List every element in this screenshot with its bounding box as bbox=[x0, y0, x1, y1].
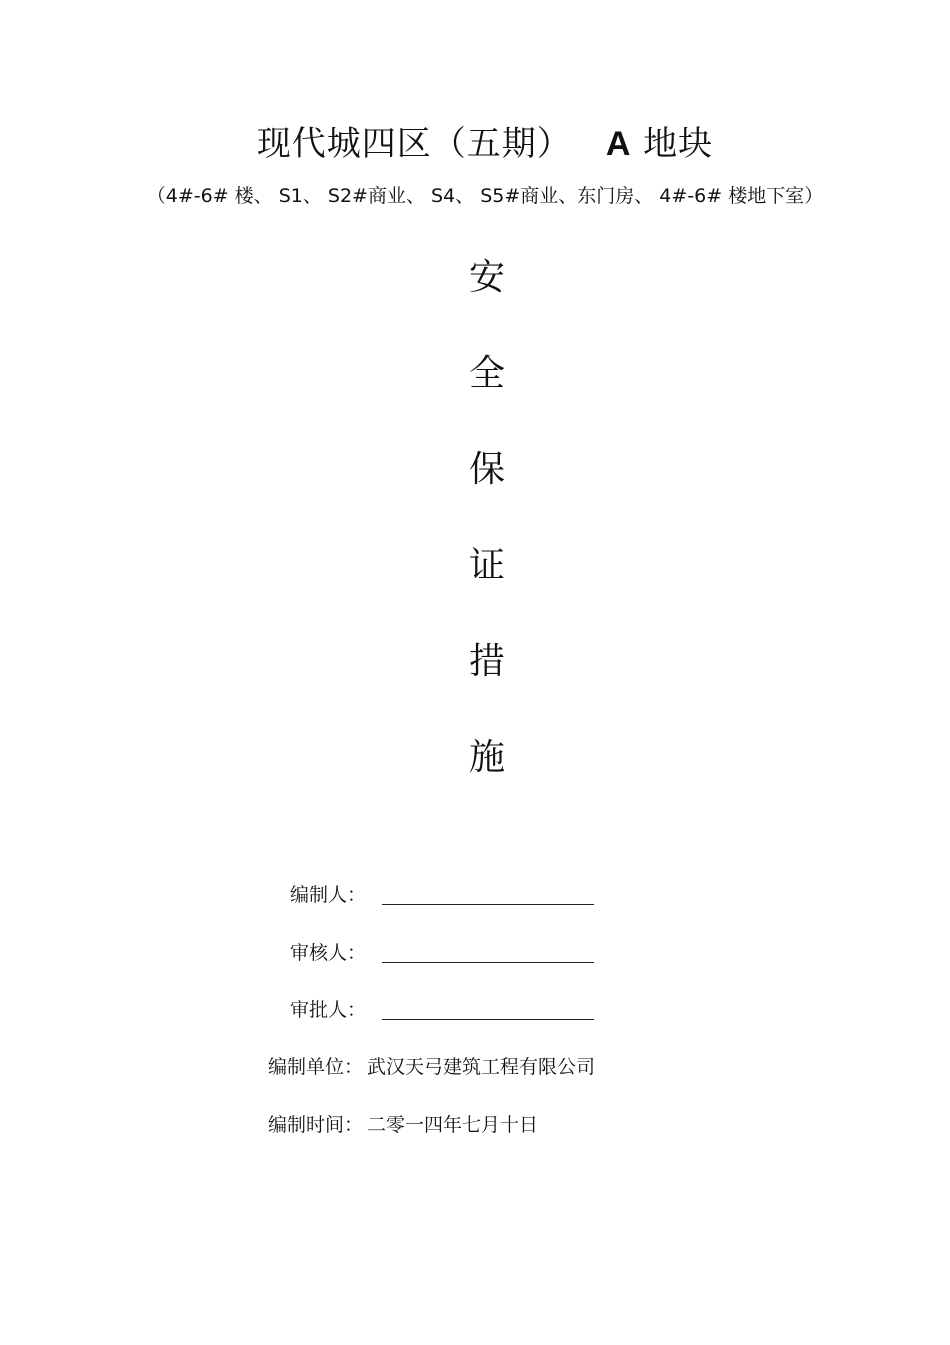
signature-line bbox=[382, 962, 594, 963]
info-value: 武汉天弓建筑工程有限公司 bbox=[367, 1056, 596, 1078]
document-subtitle: （4#-6# 楼、 S1、 S2#商业、 S4、 S5#商业、东门房、 4#-6# 楼地下室） bbox=[146, 185, 824, 207]
vertical-title-char-3: 保 bbox=[468, 449, 505, 490]
signature-label: 编制人： bbox=[290, 884, 367, 906]
title-block-letter: A bbox=[605, 125, 632, 163]
signature-row-prepared-by bbox=[290, 880, 380, 910]
info-row-date bbox=[268, 1110, 538, 1140]
info-label: 编制时间： bbox=[268, 1114, 364, 1136]
vertical-title-char-1: 安 bbox=[468, 257, 505, 298]
signature-label: 审批人： bbox=[290, 999, 367, 1021]
vertical-title-char-5: 措 bbox=[468, 641, 505, 682]
signature-label: 审核人： bbox=[290, 942, 367, 964]
title-end-text: 地块 bbox=[643, 124, 714, 164]
vertical-title-char-2: 全 bbox=[468, 353, 505, 394]
document-title bbox=[0, 122, 950, 166]
signature-line bbox=[382, 1019, 594, 1020]
vertical-title-char-4: 证 bbox=[468, 545, 505, 586]
info-row-unit bbox=[268, 1052, 595, 1082]
signature-row-reviewed-by bbox=[290, 938, 380, 968]
info-label: 编制单位： bbox=[268, 1056, 364, 1078]
title-main-text: 现代城四区（五期） bbox=[256, 124, 572, 164]
vertical-title-char-6: 施 bbox=[468, 737, 505, 778]
signature-row-approved-by bbox=[290, 995, 380, 1025]
signature-line bbox=[382, 904, 594, 905]
info-value: 二零一四年七月十日 bbox=[367, 1114, 539, 1136]
